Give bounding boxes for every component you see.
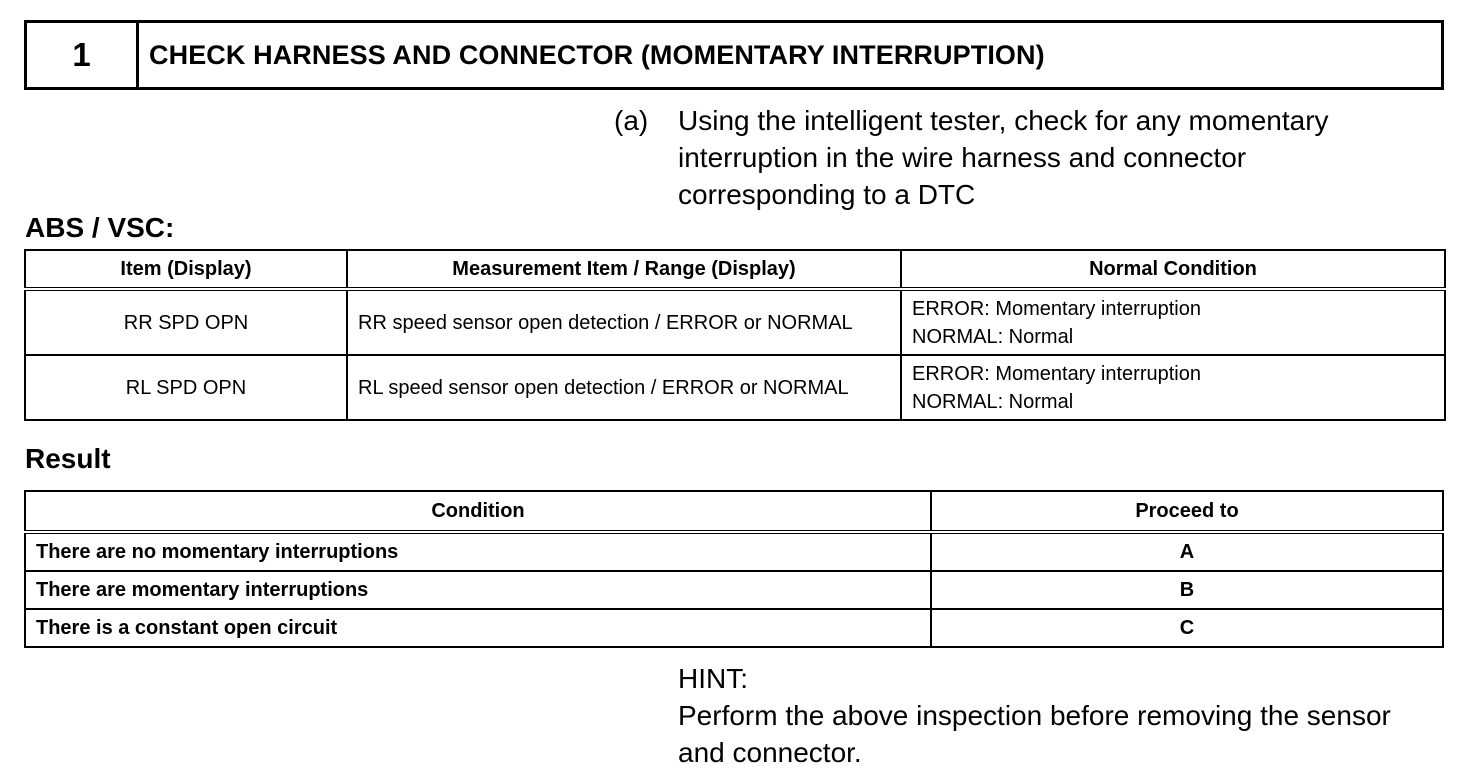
hint: [678, 660, 1438, 771]
table-row: [25, 355, 1445, 420]
normal-condition-cell: [901, 355, 1445, 420]
step-title: CHECK HARNESS AND CONNECTOR (MOMENTARY INTERRUPTION): [149, 39, 1045, 70]
normal-condition-cell: [901, 289, 1445, 355]
step-number: 1: [27, 23, 139, 87]
header-measurement: Measurement Item / Range (Display): [347, 250, 901, 289]
item-cell: RL SPD OPN: [25, 355, 347, 420]
abs-vsc-table: [24, 249, 1446, 421]
proceed-cell: B: [931, 571, 1443, 609]
table-header-row: [25, 491, 1443, 532]
abs-vsc-heading: ABS / VSC:: [25, 212, 175, 243]
proceed-cell: C: [931, 609, 1443, 647]
header-item-display: Item (Display): [25, 250, 347, 289]
result-table: [24, 490, 1444, 648]
hint-text: Perform the above inspection before removing the sensor and connector.: [678, 700, 1391, 768]
proceed-cell: A: [931, 532, 1443, 571]
measurement-cell: RL speed sensor open detection / ERROR or NORMAL: [347, 355, 901, 420]
table-row: [25, 532, 1443, 571]
instruction: [614, 102, 1434, 213]
step-header: [24, 20, 1444, 90]
condition-line: NORMAL: Normal: [912, 390, 1074, 413]
table-header-row: [25, 250, 1445, 289]
table-row: [25, 609, 1443, 647]
hint-label: HINT:: [678, 663, 748, 694]
condition-cell: There is a constant open circuit: [25, 609, 931, 647]
condition-line: NORMAL: Normal: [912, 325, 1074, 348]
instruction-marker: (a): [614, 105, 649, 136]
measurement-cell: RR speed sensor open detection / ERROR or NORMAL: [347, 289, 901, 355]
header-normal-condition: Normal Condition: [901, 250, 1445, 289]
table-row: [25, 571, 1443, 609]
result-heading: Result: [25, 443, 111, 474]
header-proceed-to: Proceed to: [931, 491, 1443, 532]
condition-line: ERROR: Momentary interruption: [912, 297, 1201, 320]
condition-line: ERROR: Momentary interruption: [912, 362, 1201, 385]
condition-cell: There are momentary interruptions: [25, 571, 931, 609]
condition-cell: There are no momentary interruptions: [25, 532, 931, 571]
item-cell: RR SPD OPN: [25, 289, 347, 355]
table-row: [25, 289, 1445, 355]
instruction-text: Using the intelligent tester, check for any momentary interruption in the wire harness and connector corresponding to a DTC: [678, 105, 1329, 210]
header-condition: Condition: [25, 491, 931, 532]
